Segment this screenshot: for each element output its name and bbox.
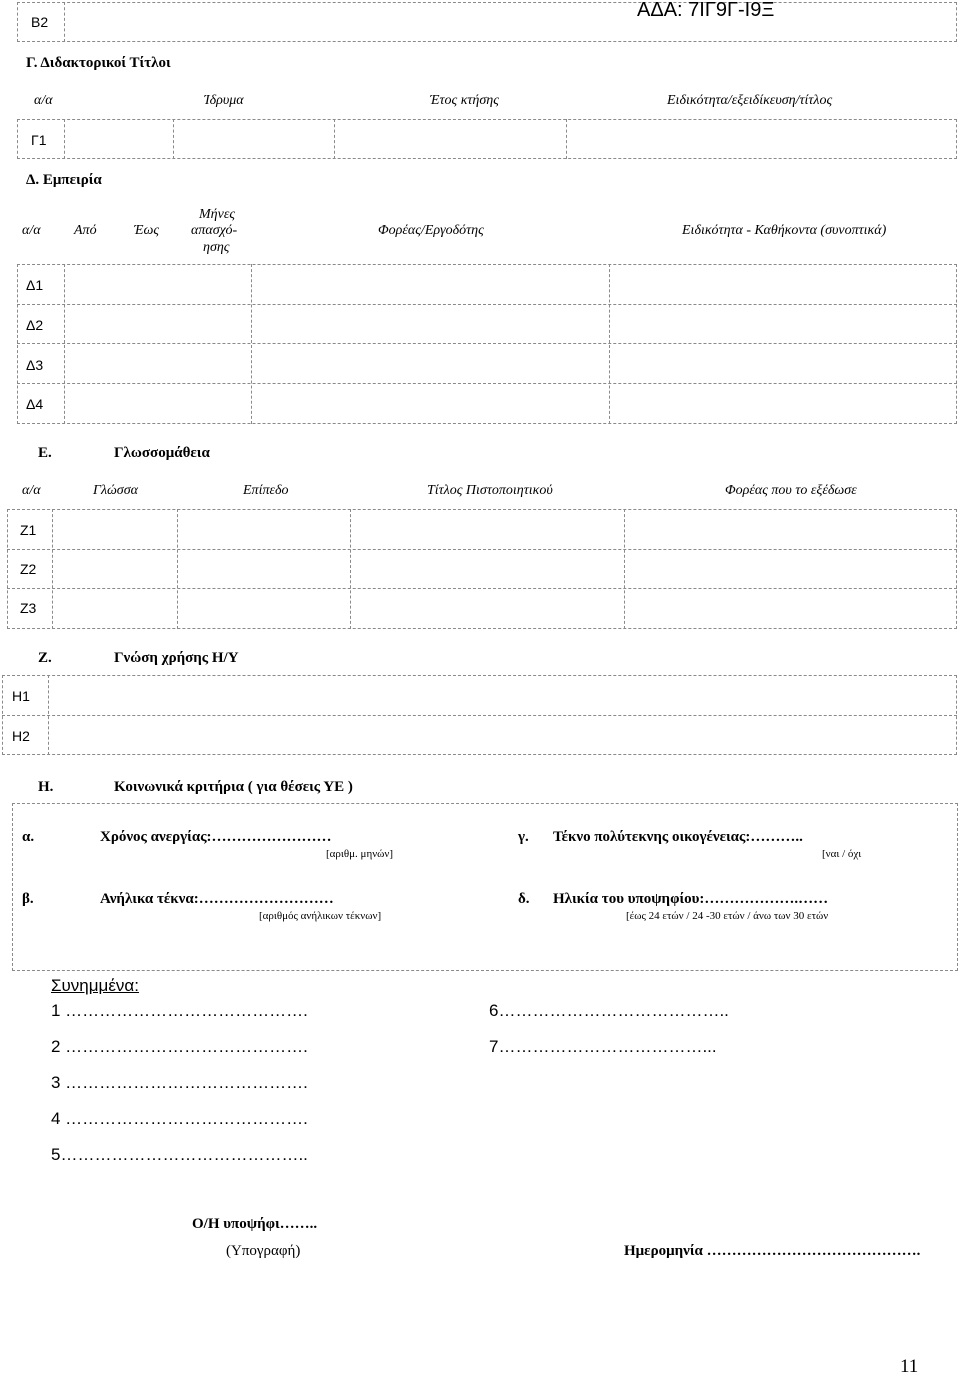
section-d-col-divider-2 (609, 264, 610, 424)
section-z-row-label-2: Η2 (12, 728, 30, 744)
section-z-row-divider (2, 715, 957, 716)
criterion-c-hint: [ναι / όχι (822, 848, 862, 860)
section-e-col-divider-2 (350, 509, 625, 629)
attachment-line-5: 5…………………………………….. (51, 1145, 308, 1164)
section-e-letter: Ε. (38, 445, 52, 461)
criterion-c-label: Τέκνο πολύτεκνης οικογένειας:……….. (553, 829, 803, 845)
criterion-d-label: Ηλικία του υποψηφίου:……………….…… (553, 891, 829, 907)
section-d-header-specialty: Ειδικότητα - Καθήκοντα (συνοπτικά) (682, 223, 887, 238)
signature-candidate: Ο/Η υποψήφι…….. (192, 1216, 318, 1232)
attachment-line-2: 2 ……………………………………. (51, 1037, 308, 1056)
attachment-line-6: 6………………………………….. (489, 1001, 729, 1020)
section-d-header-to: Έως (134, 223, 160, 238)
attachments-title: Συνημμένα: (51, 976, 139, 995)
criterion-c-letter: γ. (518, 829, 529, 845)
section-e-row-label-2: Ζ2 (20, 561, 37, 577)
section-d-row-label-3: Δ3 (26, 357, 44, 373)
section-d-row-label-1: Δ1 (26, 277, 44, 293)
section-d-row-label-2: Δ2 (26, 317, 44, 333)
section-d-row-label-4: Δ4 (26, 396, 44, 412)
signature-label: (Υπογραφή) (226, 1243, 301, 1259)
criterion-a-label: Χρόνος ανεργίας:…………………… (100, 829, 332, 845)
row-b2-divider (64, 2, 957, 42)
section-d-header-months-2: απασχό- (191, 223, 238, 238)
section-z-title: Γνώση χρήσης Η/Υ (114, 650, 239, 666)
section-d-header-aa: α/α (22, 223, 41, 238)
section-d-header-months-3: ησης (203, 240, 230, 255)
section-g-col-divider-2 (334, 119, 567, 159)
criterion-d-hint: [έως 24 ετών / 24 -30 ετών / άνω των 30 ετών (626, 910, 829, 922)
section-e-header-level: Επίπεδο (243, 483, 289, 498)
section-e-header-certificate: Τίτλος Πιστοποιητικού (427, 483, 553, 498)
section-d-header-months-1: Μήνες (199, 207, 236, 222)
attachment-line-4: 4 ……………………………………. (51, 1109, 308, 1128)
section-d-col-divider-1 (64, 264, 252, 424)
attachment-line-1: 1 ……………………………………. (51, 1001, 308, 1020)
criterion-a-hint: [αριθμ. μηνών] (326, 848, 394, 860)
section-g-header-year: Έτος κτήσης (430, 93, 499, 108)
section-e-row-label-1: Ζ1 (20, 522, 37, 538)
section-e-col-divider-1 (52, 509, 178, 629)
section-g-header-aa: α/α (34, 93, 53, 108)
section-g-col-divider-1 (64, 119, 174, 159)
section-e-row-label-3: Ζ3 (20, 600, 37, 616)
section-g-title: Γ. Διδακτορικοί Τίτλοι (26, 55, 171, 71)
criterion-d-letter: δ. (518, 891, 530, 907)
section-d-header-employer: Φορέας/Εργοδότης (378, 223, 484, 238)
criterion-b-letter: β. (22, 891, 34, 907)
criterion-b-label: Ανήλικα τέκνα:……………………… (100, 891, 334, 907)
row-b2-label: Β2 (31, 14, 49, 30)
section-d-title: Δ. Εμπειρία (26, 172, 102, 188)
section-z-row-label-1: Η1 (12, 688, 30, 704)
section-h-letter: Η. (38, 779, 54, 795)
section-h-title: Κοινωνικά κριτήρια ( για θέσεις ΥΕ ) (114, 779, 353, 795)
section-g-header-institution: Ίδρυμα (204, 93, 244, 108)
section-g-header-specialty: Ειδικότητα/εξειδίκευση/τίτλος (667, 93, 833, 108)
date-label: Ημερομηνία ……………………………………. (624, 1243, 921, 1259)
attachment-line-3: 3 ……………………………………. (51, 1073, 308, 1092)
section-z-letter: Ζ. (38, 650, 52, 666)
section-e-header-aa: α/α (22, 483, 41, 498)
section-e-title: Γλωσσομάθεια (114, 445, 210, 461)
criterion-a-letter: α. (22, 829, 35, 845)
section-e-header-issuer: Φορέας που το εξέδωσε (725, 483, 857, 498)
section-d-header-from: Από (74, 223, 97, 238)
ada-code: ΑΔΑ: 7ΙΓ9Γ-Ι9Ξ (637, 0, 775, 21)
attachment-line-7: 7………………………………... (489, 1037, 717, 1056)
section-z-col-divider (48, 675, 49, 755)
page-number: 11 (900, 1356, 919, 1377)
criterion-b-hint: [αριθμός ανήλικων τέκνων] (259, 910, 382, 922)
section-g-row-label: Γ1 (31, 132, 47, 148)
section-e-header-language: Γλώσσα (93, 483, 138, 498)
